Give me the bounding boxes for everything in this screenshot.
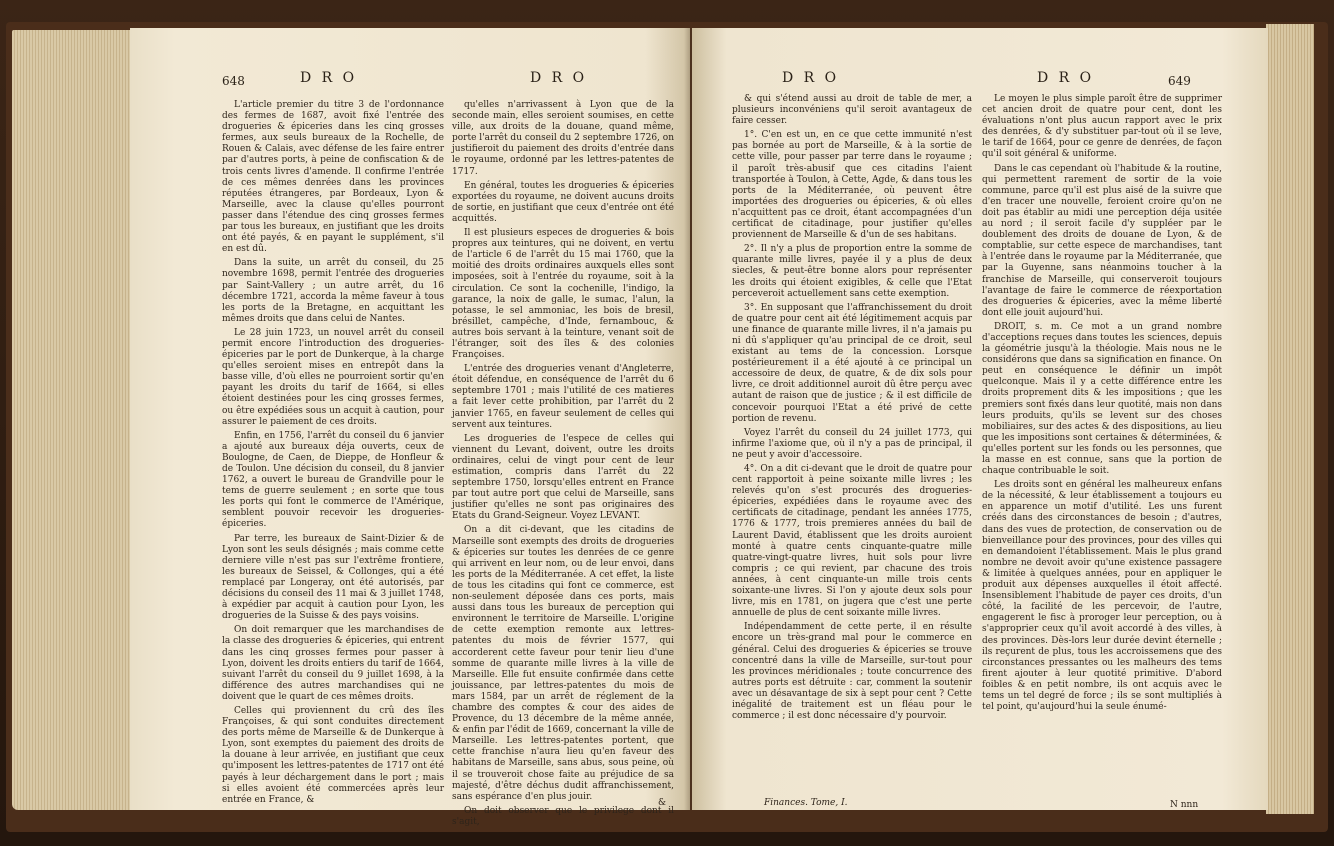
paragraph: qu'elles n'arrivassent à Lyon que de la seconde main, elles seroient soumises, en cette ville, aux droits de la douane, quand même, porte l'arrêt du conseil du 2 septembre 1726, on justifieroit du paiement des droits d'entrée dans le royaume, ordonné par les lettres-patentes de 1717. bbox=[452, 100, 674, 177]
paragraph: On a dit ci-devant, que les citadins de Marseille sont exempts des droits de drogueries & épiceries sur toutes les denrées de ce genre qui arrivent en leur nom, ou de leur envoi, dans les ports de la Méditerranée. A cet effet, la liste de tous les citadins qui font ce commerce, est non-seulement déposée dans ces ports, mais aussi dans tous les bureaux de perception qui environnent le territoire de Marseille. L'origine de cette exemption remonte aux lettres-patentes du mois de février 1577, qui accorderent cette faveur pour tenir lieu d'une somme de quarante mille livres à la ville de Marseille. Elle fut ensuite confirmée dans cette jouissance, par lettres-patentes du mois de mars 1584, par un arrêt de réglement de la chambre des comptes & cour des aides de Provence, du 13 décembre de la même année, & enfin par l'édit de 1669, concernant la ville de Marseille. Les lettres-patentes portent, que cette franchise n'aura lieu qu'en faveur des habitans de Marseille, sans abus, sous peine, où il se trouveroit chose faite au préjudice de sa majesté, d'être déchus dudit affranchissement, sans espérance d'en plus jouir. bbox=[452, 525, 674, 802]
paragraph: 1°. C'en est un, en ce que cette immunité n'est pas bornée au port de Marseille, & à la sortie de cette ville, pour passer par terre dans le royaume ; il paroît très-abusif que ces citadins l'aient transportée à Toulon, à Cette, Agde, & dans tous les ports de la Méditerranée, où peuvent être importées des drogueries ou épiceries, & où elles n'acquittent pas ce droit, étant accompagnées d'un certificat de citadinage, pour justifier qu'elles proviennent de Marseille & d'un de ses habitans. bbox=[732, 130, 972, 241]
paragraph: On doit observer que le privilege dont il s'agit, bbox=[452, 805, 674, 827]
paragraph: Celles qui proviennent du crû des îles Françoises, & qui sont conduites directement des ports même de Marseille & de Dunkerque à Lyon, sont exemptes du paiement des droits de la douane à leur arrivée, en justifiant que ceux qu'imposent les lettres-patentes de 1717 ont été payés à leur déchargement dans le port ; mais si elles avoient été commercées après leur entrée en France, & bbox=[222, 705, 444, 805]
paragraph: Il est plusieurs especes de drogueries & bois propres aux teintures, qui ne doivent, en vertu de l'article 6 de l'arrêt du 15 mai 1760, que la moitié des droits ordinaires auxquels elles sont imposées, soit à l'entrée du royaume, soit à la circulation. Ce sont la cochenille, l'indigo, la garance, la noix de galle, le sumac, l'alun, la potasse, le sel ammoniac, les bois de bresil, brésillet, campêche, d'Inde, fernambouc, & autres bois servant à la teinture, venant soit de l'étranger, soit des îles & des colonies Françoises. bbox=[452, 228, 674, 361]
paragraph: & qui s'étend aussi au droit de table de mer, a plusieurs inconvéniens qu'il seroit avantageux de faire cesser. bbox=[732, 94, 972, 127]
catchword: & bbox=[658, 798, 667, 808]
paragraph: Les drogueries de l'espece de celles qui viennent du Levant, doivent, outre les droits ordinaires, celui de vingt pour cent de leur estimation, compris dans l'arrêt du 22 septembre 1750, lorsqu'elles entrent en France par tout autre port que celui de Marseille, sans justifier qu'elles ne sont pas originaires des Etats du Grand-Seigneur. Voyez LEVANT. bbox=[452, 433, 674, 522]
page-edges-left bbox=[12, 30, 130, 810]
paragraph: Enfin, en 1756, l'arrêt du conseil du 6 janvier a ajouté aux bureaux déja ouverts, ceux de Boulogne, de Caen, de Dieppe, de Honfleur & de Toulon. Une décision du conseil, du 8 janvier 1762, a ouvert le bureau de Grandville pour le tems de guerre seulement ; en sorte que tous les ports qui font le commerce de l'Amérique, semblent pouvoir recevoir les drogueries-épiceries. bbox=[222, 430, 444, 530]
text-column-2 bbox=[982, 94, 1222, 716]
paragraph: En général, toutes les drogueries & épiceries exportées du royaume, ne doivent aucuns droits de sortie, en justifiant que ceux d'entrée ont été acquittés. bbox=[452, 180, 674, 224]
page-edges-right bbox=[1266, 24, 1314, 814]
paragraph: 3°. En supposant que l'affranchissement du droit de quatre pour cent ait été légitimement acquis par une finance de quarante mille livres, il n'a jamais pu ni dû s'appliquer qu'au principal de ce droit, seul existant au tems de la concession. Lorsque postérieurement il a été ajouté à ce principal un accessoire de deux, de quatre, & de dix sols pour livre, ce droit additionnel auroit dû être perçu avec autant de raison que de justice ; & il est difficile de concevoir pourquoi l'Etat a été privé de cette portion de revenu. bbox=[732, 302, 972, 424]
text-column-2 bbox=[452, 100, 674, 831]
paragraph: Voyez l'arrêt du conseil du 24 juillet 1773, qui infirme l'axiome que, où il n'y a pas de principal, il ne peut y avoir d'accessoire. bbox=[732, 427, 972, 460]
signature-mark: N nnn bbox=[1170, 800, 1199, 810]
paragraph: Dans le cas cependant où l'habitude & la routine, qui permettent rarement de sortir de la voie commune, parce qu'il est plus aisé de la suivre que d'en tracer une nouvelle, feroient croire qu'on ne doit pas établir au midi une perception déja usitée au nord ; il seroit facile d'y suppléer par le doublement des droits de douane de Lyon, & de comptablie, sur cette espece de marchandises, tant à l'entrée dans le royaume par la Méditerranée, que par la Guyenne, sans néanmoins toucher à la franchise de Marseille, qui conserveroit toujours l'avantage de faire le commerce de réexportation des drogueries & épiceries, avec la même liberté dont elle jouit aujourd'hui. bbox=[982, 163, 1222, 318]
text-column-1 bbox=[222, 100, 444, 809]
paragraph: 4°. On a dit ci-devant que le droit de quatre pour cent rapportoit à peine soixante mille livres ; les relevés qu'on s'est procurés des drogueries-épiceries, expédiées dans le royaume avec des certificats de citadinage, pendant les années 1775, 1776 & 1777, trois premieres années du bail de Laurent David, établissent que les droits auroient monté à quatre cents cinquante-quatre mille quatre-vingt-quatre livres, huit sols pour livre compris ; ce qui revient, par chacune des trois années, à cent cinquante-un mille trois cents soixante-une livres. Si l'on y ajoute deux sols pour livre, mis en 1781, on jugera que c'est une perte annuelle de plus de cent soixante mille livres. bbox=[732, 464, 972, 619]
text-column-1 bbox=[732, 94, 972, 725]
running-header: D R O bbox=[300, 70, 358, 86]
running-header: D R O bbox=[1037, 70, 1095, 86]
page-number: 648 bbox=[222, 74, 245, 88]
paragraph: On doit remarquer que les marchandises de la classe des drogueries & épiceries, qui entrent dans les cinq grosses fermes pour passer à Lyon, doivent les droits entiers du tarif de 1664, suivant l'arrêt du conseil du 9 juillet 1698, à la différence des autres marchandises qui ne doivent que le quart de ces mêmes droits. bbox=[222, 625, 444, 702]
paragraph: Les droits sont en général les malheureux enfans de la nécessité, & leur établissement a toujours eu en apparence un motif d'utilité. Les uns furent créés dans des circonstances de besoin ; d'autres, dans des vues de protection, de conservation ou de bienveillance pour des provinces, pour des villes qui en demandoient l'établissement. Mais le plus grand nombre ne devoit avoir qu'une existence passagere & limitée à quelques années, pour en appliquer le produit aux dépenses auxquelles il étoit affecté. Insensiblement l'habitude de payer ces droits, d'un côté, la facilité de les percevoir, de l'autre, engagerent le fisc à proroger leur perception, ou à s'approprier ceux qu'il avoit accordé à des villes, à des provinces. Dès-lors leur durée devint éternelle ; ils reçurent de plus, tous les accroissemens que des circonstances pressantes ou les malheurs des tems firent ajouter à leur quotité primitive. D'abord foibles & en petit nombre, ils ont acquis avec le tems un tel degré de force ; ils se sont multipliés à tel point, qu'aujourd'hui la seule énumé- bbox=[982, 480, 1222, 713]
running-header: D R O bbox=[782, 70, 840, 86]
running-header: D R O bbox=[530, 70, 588, 86]
paragraph: 2°. Il n'y a plus de proportion entre la somme de quarante mille livres, payée il y a plus de deux siecles, & peut-être bonne alors pour représenter les droits qui étoient exigibles, & celle que l'Etat perceveroit actuellement sans cette exemption. bbox=[732, 244, 972, 299]
paragraph: Par terre, les bureaux de Saint-Dizier & de Lyon sont les seuls désignés ; mais comme cette derniere ville n'est pas sur l'extrême frontiere, les bureaux de Seissel, & Collonges, qui a été remplacé par Longeray, ont été autorisés, par décisions du conseil des 11 mai & 3 juillet 1748, à expédier par acquit à caution pour Lyon, les drogueries de la Suisse & des pays voisins. bbox=[222, 533, 444, 622]
paragraph: DROIT, s. m. Ce mot a un grand nombre d'acceptions reçues dans toutes les sciences, depuis la géométrie jusqu'à la théologie. Mais nous ne le considérons que dans sa signification en finance. On peut en conséquence le définir un impôt quelconque. Mais il y a cette différence entre les droits proprement dits & les impositions ; que les premiers sont fixés dans leur quotité, mais non dans leurs produits, qu'ils se levent sur des choses mobiliaires, sur des actes & des dispositions, au lieu que les impositions sont certaines & déterminées, & qu'elles portent sur les fonds ou les personnes, que la masse en est connue, sans que la portion de chaque contribuable le soit. bbox=[982, 321, 1222, 477]
paragraph: L'article premier du titre 3 de l'ordonnance des fermes de 1687, avoit fixé l'entrée des drogueries & épiceries dans les cinq grosses fermes, aux seuls bureaux de la Rochelle, de Rouen & Calais, avec défense de les faire entrer par d'autres ports, à peine de confiscation & de trois cents livres d'amende. Il confirme l'entrée de ces mêmes denrées dans les provinces réputées étrangeres, par Bordeaux, Lyon & Marseille, avec la clause qu'elles pourront passer dans l'étendue des cinq grosses fermes par tous les bureaux, en justifiant que les droits ont été payés, & en payant le supplément, s'il en est dû. bbox=[222, 100, 444, 255]
paragraph: Le 28 juin 1723, un nouvel arrêt du conseil permit encore l'introduction des drogueries-épiceries par le port de Dunkerque, à la charge qu'elles seroient mises en entrepôt dans la basse ville, d'où elles ne pourroient sortir qu'en payant les droits du tarif de 1664, si elles étoient destinées pour les cinq grosses fermes, ou être expédiées sous un acquit à caution, pour assurer le paiement de ces droits. bbox=[222, 327, 444, 427]
paragraph: Le moyen le plus simple paroît être de supprimer cet ancien droit de quatre pour cent, dont les évaluations n'ont plus aucun rapport avec le prix des denrées, & d'y substituer par-tout où il se leve, le tarif de 1664, pour ce genre de denrées, de façon qu'il soit général & uniforme. bbox=[982, 94, 1222, 160]
footer-title: Finances. Tome, I. bbox=[764, 798, 848, 808]
page-number: 649 bbox=[1168, 74, 1191, 88]
paragraph: L'entrée des drogueries venant d'Angleterre, étoit défendue, en conséquence de l'arrêt du 6 septembre 1701 ; mais l'utilité de ces matieres a fait lever cette prohibition, par l'arrêt du 2 janvier 1765, en faveur seulement de celles qui servent aux teintures. bbox=[452, 364, 674, 430]
paragraph: Indépendamment de cette perte, il en résulte encore un très-grand mal pour le commerce en général. Celui des drogueries & épiceries se trouve concentré dans la ville de Marseille, sur-tout pour les provinces méridionales ; toute concurrence des autres ports est détruite : car, comment la soutenir avec un désavantage de six à sept pour cent ? Cette inégalité de traitement est un fléau pour le commerce ; il est donc nécessaire d'y pourvoir. bbox=[732, 622, 972, 722]
right-page bbox=[692, 28, 1268, 810]
left-page bbox=[130, 28, 690, 827]
paragraph: Dans la suite, un arrêt du conseil, du 25 novembre 1698, permit l'entrée des drogueries par Saint-Vallery ; un autre arrêt, du 16 décembre 1721, accorda la même faveur à tous les ports de la Bretagne, en acquittant les mêmes droits que dans celui de Nantes. bbox=[222, 258, 444, 324]
